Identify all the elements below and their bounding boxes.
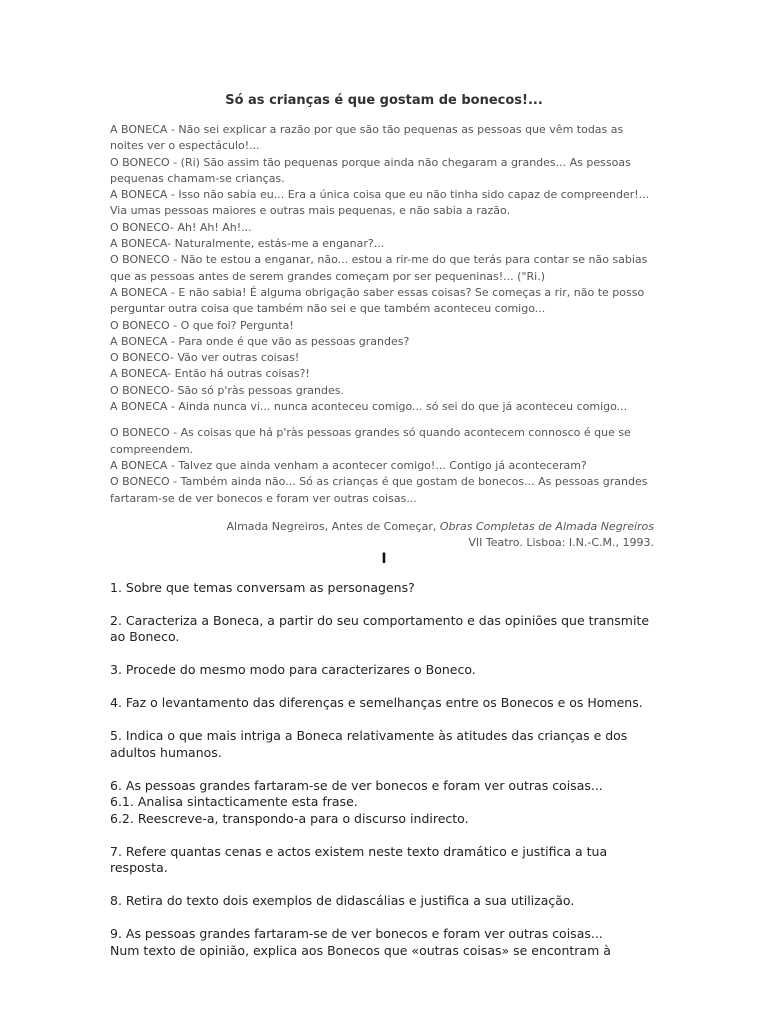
source-citation (110, 519, 658, 552)
question-subitem: 6.1. Analisa sintacticamente esta frase. (110, 794, 358, 810)
section-mark: I (381, 550, 387, 567)
paragraph-gap (110, 415, 658, 425)
question-list (110, 580, 658, 960)
dialog-line: A BONECA - Ainda nunca vi... nunca aconteceu comigo... só sei do que já aconteceu comigo... (110, 400, 628, 414)
citation-work-title: Obras Completas de Almada Negreiros (439, 519, 654, 533)
citation-author: Almada Negreiros, Antes de Começar, (226, 519, 440, 533)
question-subitem: 6.2. Reescreve-a, transpondo-a para o discurso indirecto. (110, 810, 469, 826)
question-continuation: Num texto de opinião, explica aos Bonecos que «outras coisas» se encontram à (110, 942, 611, 958)
question-item: 7. Refere quantas cenas e actos existem neste texto dramático e justifica a tua resposta. (110, 843, 608, 876)
citation-line-2: VII Teatro. Lisboa: I.N.-C.M., 1993. (468, 536, 654, 550)
document-title: Só as crianças é que gostam de bonecos!... (225, 93, 543, 108)
dialog-line: A BONECA - Isso não sabia eu... Era a única coisa que eu não tinha sido capaz de compreender!... Via umas pessoas maiores e outras mais pequenas, e não sabia a razão. (110, 188, 650, 218)
question-item: 1. Sobre que temas conversam as personagens? (110, 579, 415, 595)
question-item: 9. As pessoas grandes fartaram-se de ver bonecos e foram ver outras coisas... (110, 926, 603, 942)
dialog-line: A BONECA - Para onde é que vão as pessoas grandes? (110, 334, 410, 348)
dialog-line: A BONECA- Naturalmente, estás-me a enganar?... (110, 237, 385, 251)
dialog-line: O BONECO- São só p'ràs pessoas grandes. (110, 383, 344, 397)
question-item: 6. As pessoas grandes fartaram-se de ver bonecos e foram ver outras coisas... (110, 777, 603, 793)
question-item: 5. Indica o que mais intriga a Boneca relativamente às atitudes das crianças e dos adultos humanos. (110, 728, 628, 760)
document-page (110, 88, 658, 959)
question-item: 3. Procede do mesmo modo para caracterizares o Boneco. (110, 662, 476, 678)
dialog-line: A BONECA- Então há outras coisas?! (110, 367, 310, 381)
dialog-line: O BONECO - Também ainda não... Só as crianças é que gostam de bonecos... As pessoas grandes fartaram-se de ver bonecos e foram ver outras coisas... (110, 475, 648, 505)
dialog-line: A BONECA - Talvez que ainda venham a acontecer comigo!... Contigo já aconteceram? (110, 458, 587, 472)
question-item: 4. Faz o levantamento das diferenças e semelhanças entre os Bonecos e os Homens. (110, 695, 643, 711)
dialog-line: O BONECO- Vão ver outras coisas! (110, 351, 300, 365)
dialog-line: O BONECO - O que foi? Pergunta! (110, 318, 294, 332)
dialog-line: A BONECA - E não sabia! É alguma obrigação saber essas coisas? Se começas a rir, não te posso perguntar outra coisa que também não sei e que também aconteceu comigo... (110, 285, 645, 316)
dialog-text (110, 122, 658, 507)
dialog-line: O BONECO- Ah! Ah! Ah!... (110, 220, 252, 234)
dialog-line: O BONECO - As coisas que há p'ràs pessoas grandes só quando acontecem connosco é que se compreendem. (110, 426, 631, 456)
citation-line-1 (110, 519, 654, 536)
question-item: 8. Retira do texto dois exemplos de didascálias e justifica a sua utilização. (110, 893, 575, 909)
question-item: 2. Caracteriza a Boneca, a partir do seu comportamento e das opiniões que transmite ao Boneco. (110, 612, 650, 645)
dialog-line: O BONECO - Não te estou a enganar, não... estou a rir-me do que terás para contar se não sabias que as pessoas antes de serem grandes começam por ser pequeninas!... ("Ri.) (110, 253, 648, 283)
dialog-line: A BONECA - Não sei explicar a razão por que são tão pequenas as pessoas que vêm todas as noites ver o espectáculo!... (110, 123, 624, 153)
dialog-line: O BONECO - (Ri) São assim tão pequenas porque ainda não chegaram a grandes... As pessoas pequenas chamam-se crianças. (110, 155, 631, 185)
